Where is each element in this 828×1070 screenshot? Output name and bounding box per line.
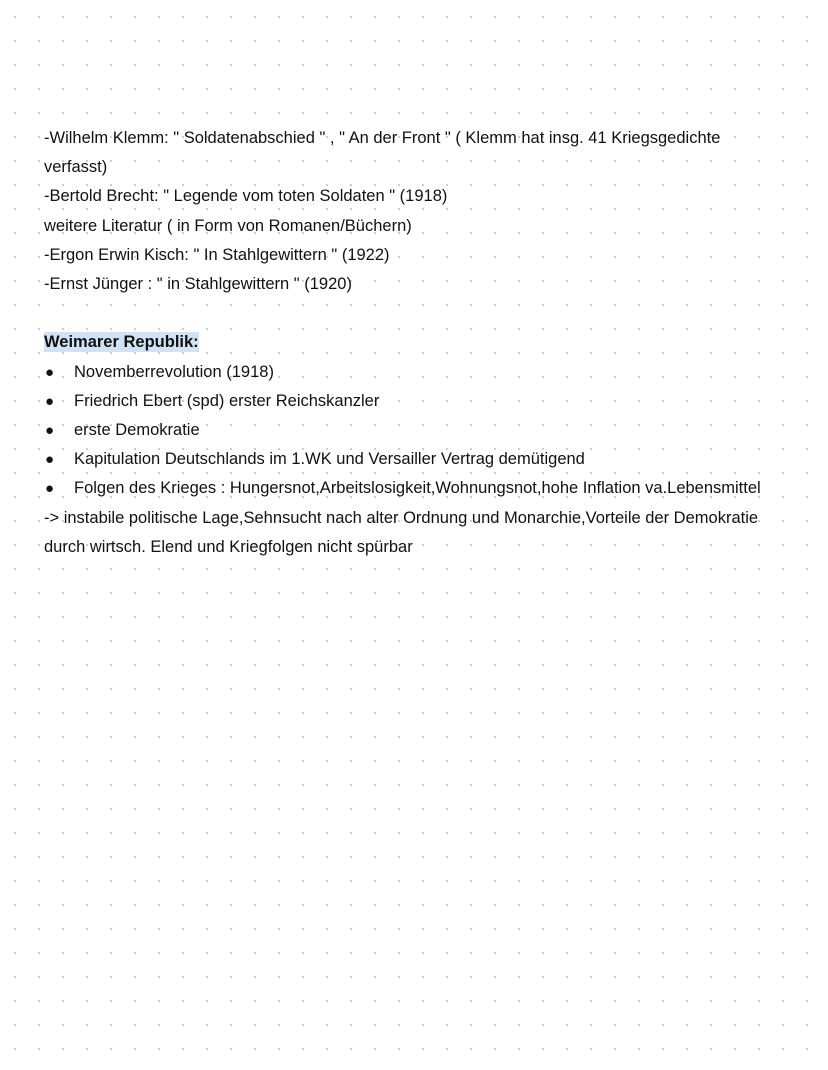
list-item (44, 416, 784, 445)
list-item (44, 445, 784, 474)
list-item-text: erste Demokratie (74, 421, 200, 440)
literature-line-juenger: -Ernst Jünger : " in Stahlgewittern " (1920) (44, 275, 352, 294)
list-item (44, 358, 784, 387)
literature-line-further: weitere Literatur ( in Form von Romanen/Büchern) (44, 216, 412, 235)
bullet-icon: ● (45, 480, 55, 498)
literature-line-kisch: -Ergon Erwin Kisch: " In Stahlgewittern " (1922) (44, 245, 390, 264)
literature-line-brecht: -Bertold Brecht: " Legende vom toten Soldaten " (1918) (44, 187, 448, 206)
list-item-text: Folgen des Krieges : Hungersnot,Arbeitslosigkeit,Wohnungsnot,hohe Inflation va.Lebensmittel (74, 479, 761, 498)
bullet-icon: ● (45, 363, 55, 381)
weimar-bullet-list (44, 358, 784, 504)
conclusion-text: -> instabile politische Lage,Sehnsucht nach alter Ordnung und Monarchie,Vorteile der Demokratie durch wirtsch. Elend und Kriegfolgen nicht spürbar (44, 508, 759, 556)
bullet-icon: ● (45, 392, 55, 410)
bullet-icon: ● (45, 451, 55, 469)
bullet-icon: ● (45, 422, 55, 440)
heading-highlight: Weimarer Republik: (44, 333, 199, 352)
list-item-text: Friedrich Ebert (spd) erster Reichskanzler (74, 391, 380, 410)
list-item (44, 474, 784, 503)
list-item-text: Novemberrevolution (1918) (74, 362, 274, 381)
list-item (44, 387, 784, 416)
list-item-text: Kapitulation Deutschlands im 1.WK und Versailler Vertrag demütigend (74, 450, 585, 469)
section-heading-weimar (44, 328, 784, 357)
blank-line (44, 299, 784, 328)
note-page (44, 124, 784, 562)
literature-line-klemm: -Wilhelm Klemm: " Soldatenabschied " , " An der Front " ( Klemm hat insg. 41 Kriegsgedichte verfasst) (44, 129, 721, 177)
